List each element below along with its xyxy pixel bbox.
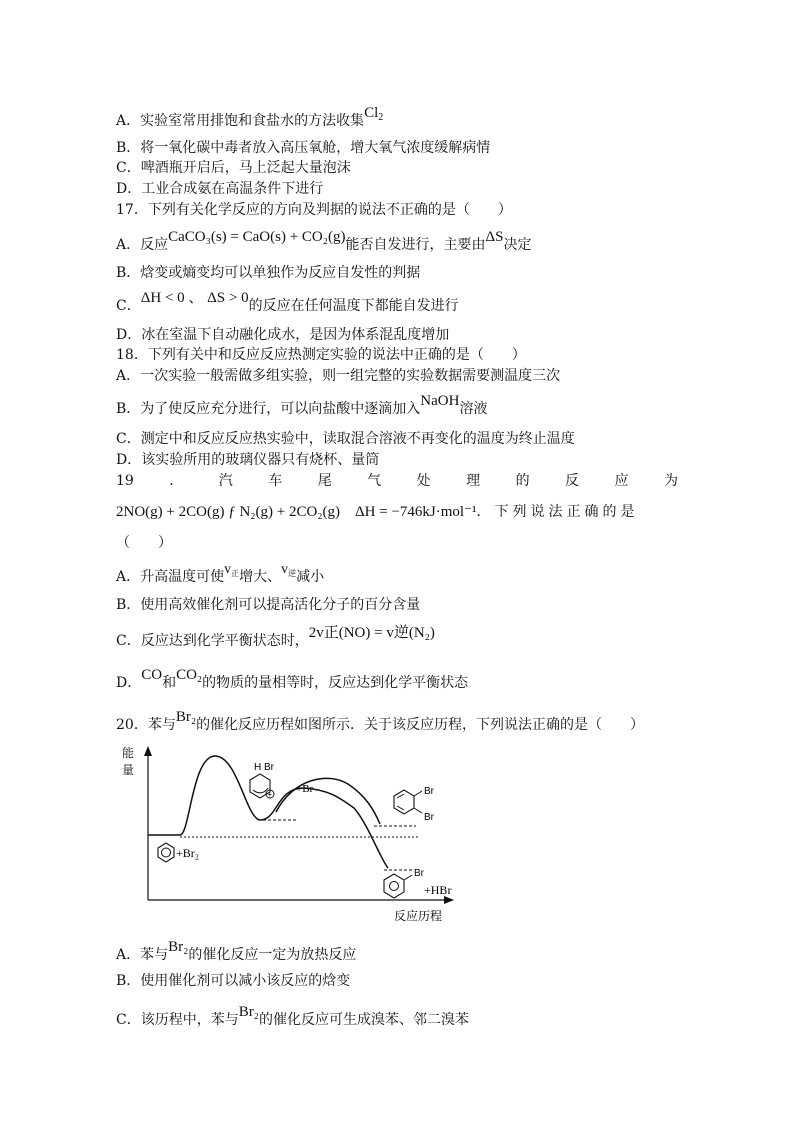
q17-option-a: A．反应CaCO₃(s) = CaO(s) + CO₂(g)能否自发进行，主要由ΔS决定 bbox=[116, 229, 532, 253]
q18-option-c: C．测定中和反应反应热实验中，读取混合溶液不再变化的温度为终止温度 bbox=[116, 431, 575, 447]
q18-option-d: D．该实验所用的玻璃仪器只有烧杯、量筒 bbox=[116, 452, 380, 468]
q17-option-b: B．焓变或熵变均可以单独作为反应自发性的判据 bbox=[116, 265, 421, 281]
q19-equation: 2NO(g) + 2CO(g) ƒ N₂(g) + 2CO₂(g) ΔH = −746kJ·mol⁻¹ bbox=[116, 504, 477, 520]
y-axis-label-2: 量 bbox=[122, 763, 135, 777]
svg-text:Br: Br bbox=[264, 762, 274, 773]
energy-profile-diagram bbox=[118, 740, 488, 925]
intermediate-counter-ion: +Br bbox=[296, 783, 314, 795]
svg-text:Br: Br bbox=[414, 868, 424, 879]
product-label: +HBr bbox=[424, 883, 452, 897]
q17-condition: ΔH < 0 、 ΔS > 0 bbox=[140, 290, 249, 306]
q17-equation: CaCO₃(s) = CaO(s) + CO₂(g) bbox=[168, 229, 346, 245]
q16-option-b: B．将一氧化碳中毒者放入高压氧舱，增大氧气浓度缓解病情 bbox=[116, 140, 491, 156]
q20-option-c: C．该历程中，苯与Br₂的催化反应可生成溴苯、邻二溴苯 bbox=[116, 1004, 469, 1028]
q20-option-b: B．使用催化剂可以减小该反应的焓变 bbox=[116, 973, 351, 989]
q16-option-d: D．工业合成氨在高温条件下进行 bbox=[116, 181, 324, 197]
q19-stem: 19 ． 汽 车 尾 气 处 理 的 反 应 为 bbox=[116, 473, 678, 489]
q19-option-a: A．升高温度可使$v_正$增大、$v_逆$减小 bbox=[116, 562, 325, 585]
q20-stem: 20．苯与Br₂的催化反应历程如图所示．关于该反应历程，下列说法正确的是（ ） bbox=[116, 709, 645, 733]
q18-option-a: A．一次实验一般需做多组实验，则一组完整的实验数据需要测温度三次 bbox=[116, 368, 561, 384]
benzene-ring-icon bbox=[158, 843, 174, 862]
q18-stem: 18．下列有关中和反应反应热测定实验的说法中正确的是（ ） bbox=[116, 347, 526, 363]
entropy-symbol: ΔS bbox=[485, 229, 504, 245]
q19-option-d: D．CO和CO₂的物质的量相等时，反应达到化学平衡状态 bbox=[116, 667, 469, 691]
x-axis-label: 反应历程 bbox=[394, 909, 443, 923]
svg-text:+: + bbox=[267, 790, 273, 799]
q16-option-c: C．啤酒瓶开启后，马上泛起大量泡沫 bbox=[116, 160, 351, 176]
energy-curve-branch bbox=[276, 778, 380, 824]
q19-option-c: C．反应达到化学平衡状态时，2v正(NO) = v逆(N₂) bbox=[116, 625, 435, 649]
q18-option-b: B．为了使反应充分进行，可以向盐酸中逐滴加入NaOH溶液 bbox=[116, 393, 488, 417]
q19-answer-paren: （ ） bbox=[116, 535, 172, 551]
q16-option-a: A．实验室常用排饱和食盐水的方法收集$Cl_2$ bbox=[116, 105, 384, 129]
dibromo-product-icon bbox=[394, 790, 422, 814]
q19-option-b: B．使用高效催化剂可以提高活化分子的百分含量 bbox=[116, 597, 421, 613]
q17-option-c: C．ΔH < 0 、 ΔS > 0的反应在任何温度下都能自发进行 bbox=[116, 290, 459, 314]
start-label: +Br₂ bbox=[176, 846, 199, 860]
y-axis-label-1: 能 bbox=[122, 746, 135, 760]
svg-text:Br: Br bbox=[424, 786, 434, 797]
q19-equation-line: 2NO(g) + 2CO(g) ƒ N₂(g) + 2CO₂(g) ΔH = −746kJ·mol⁻¹．下列说法正确的是 bbox=[116, 504, 639, 520]
q20-option-a: A．苯与Br₂的催化反应一定为放热反应 bbox=[116, 939, 357, 963]
q17-option-d: D．冰在室温下自动融化成水，是因为体系混乱度增加 bbox=[116, 327, 450, 343]
naoh-formula: NaOH bbox=[420, 393, 460, 409]
svg-text:H: H bbox=[254, 762, 262, 773]
q17-stem: 17．下列有关化学反应的方向及判据的说法不正确的是（ ） bbox=[116, 202, 512, 218]
svg-text:Br: Br bbox=[424, 812, 434, 823]
chlorine-formula: $Cl_2$ bbox=[364, 105, 384, 123]
bromobenzene-product-icon bbox=[384, 874, 412, 898]
x-axis-arrow bbox=[444, 896, 454, 904]
y-axis-arrow bbox=[144, 746, 152, 756]
q19-rate-equation: 2v正(NO) = v逆(N₂) bbox=[308, 625, 435, 641]
